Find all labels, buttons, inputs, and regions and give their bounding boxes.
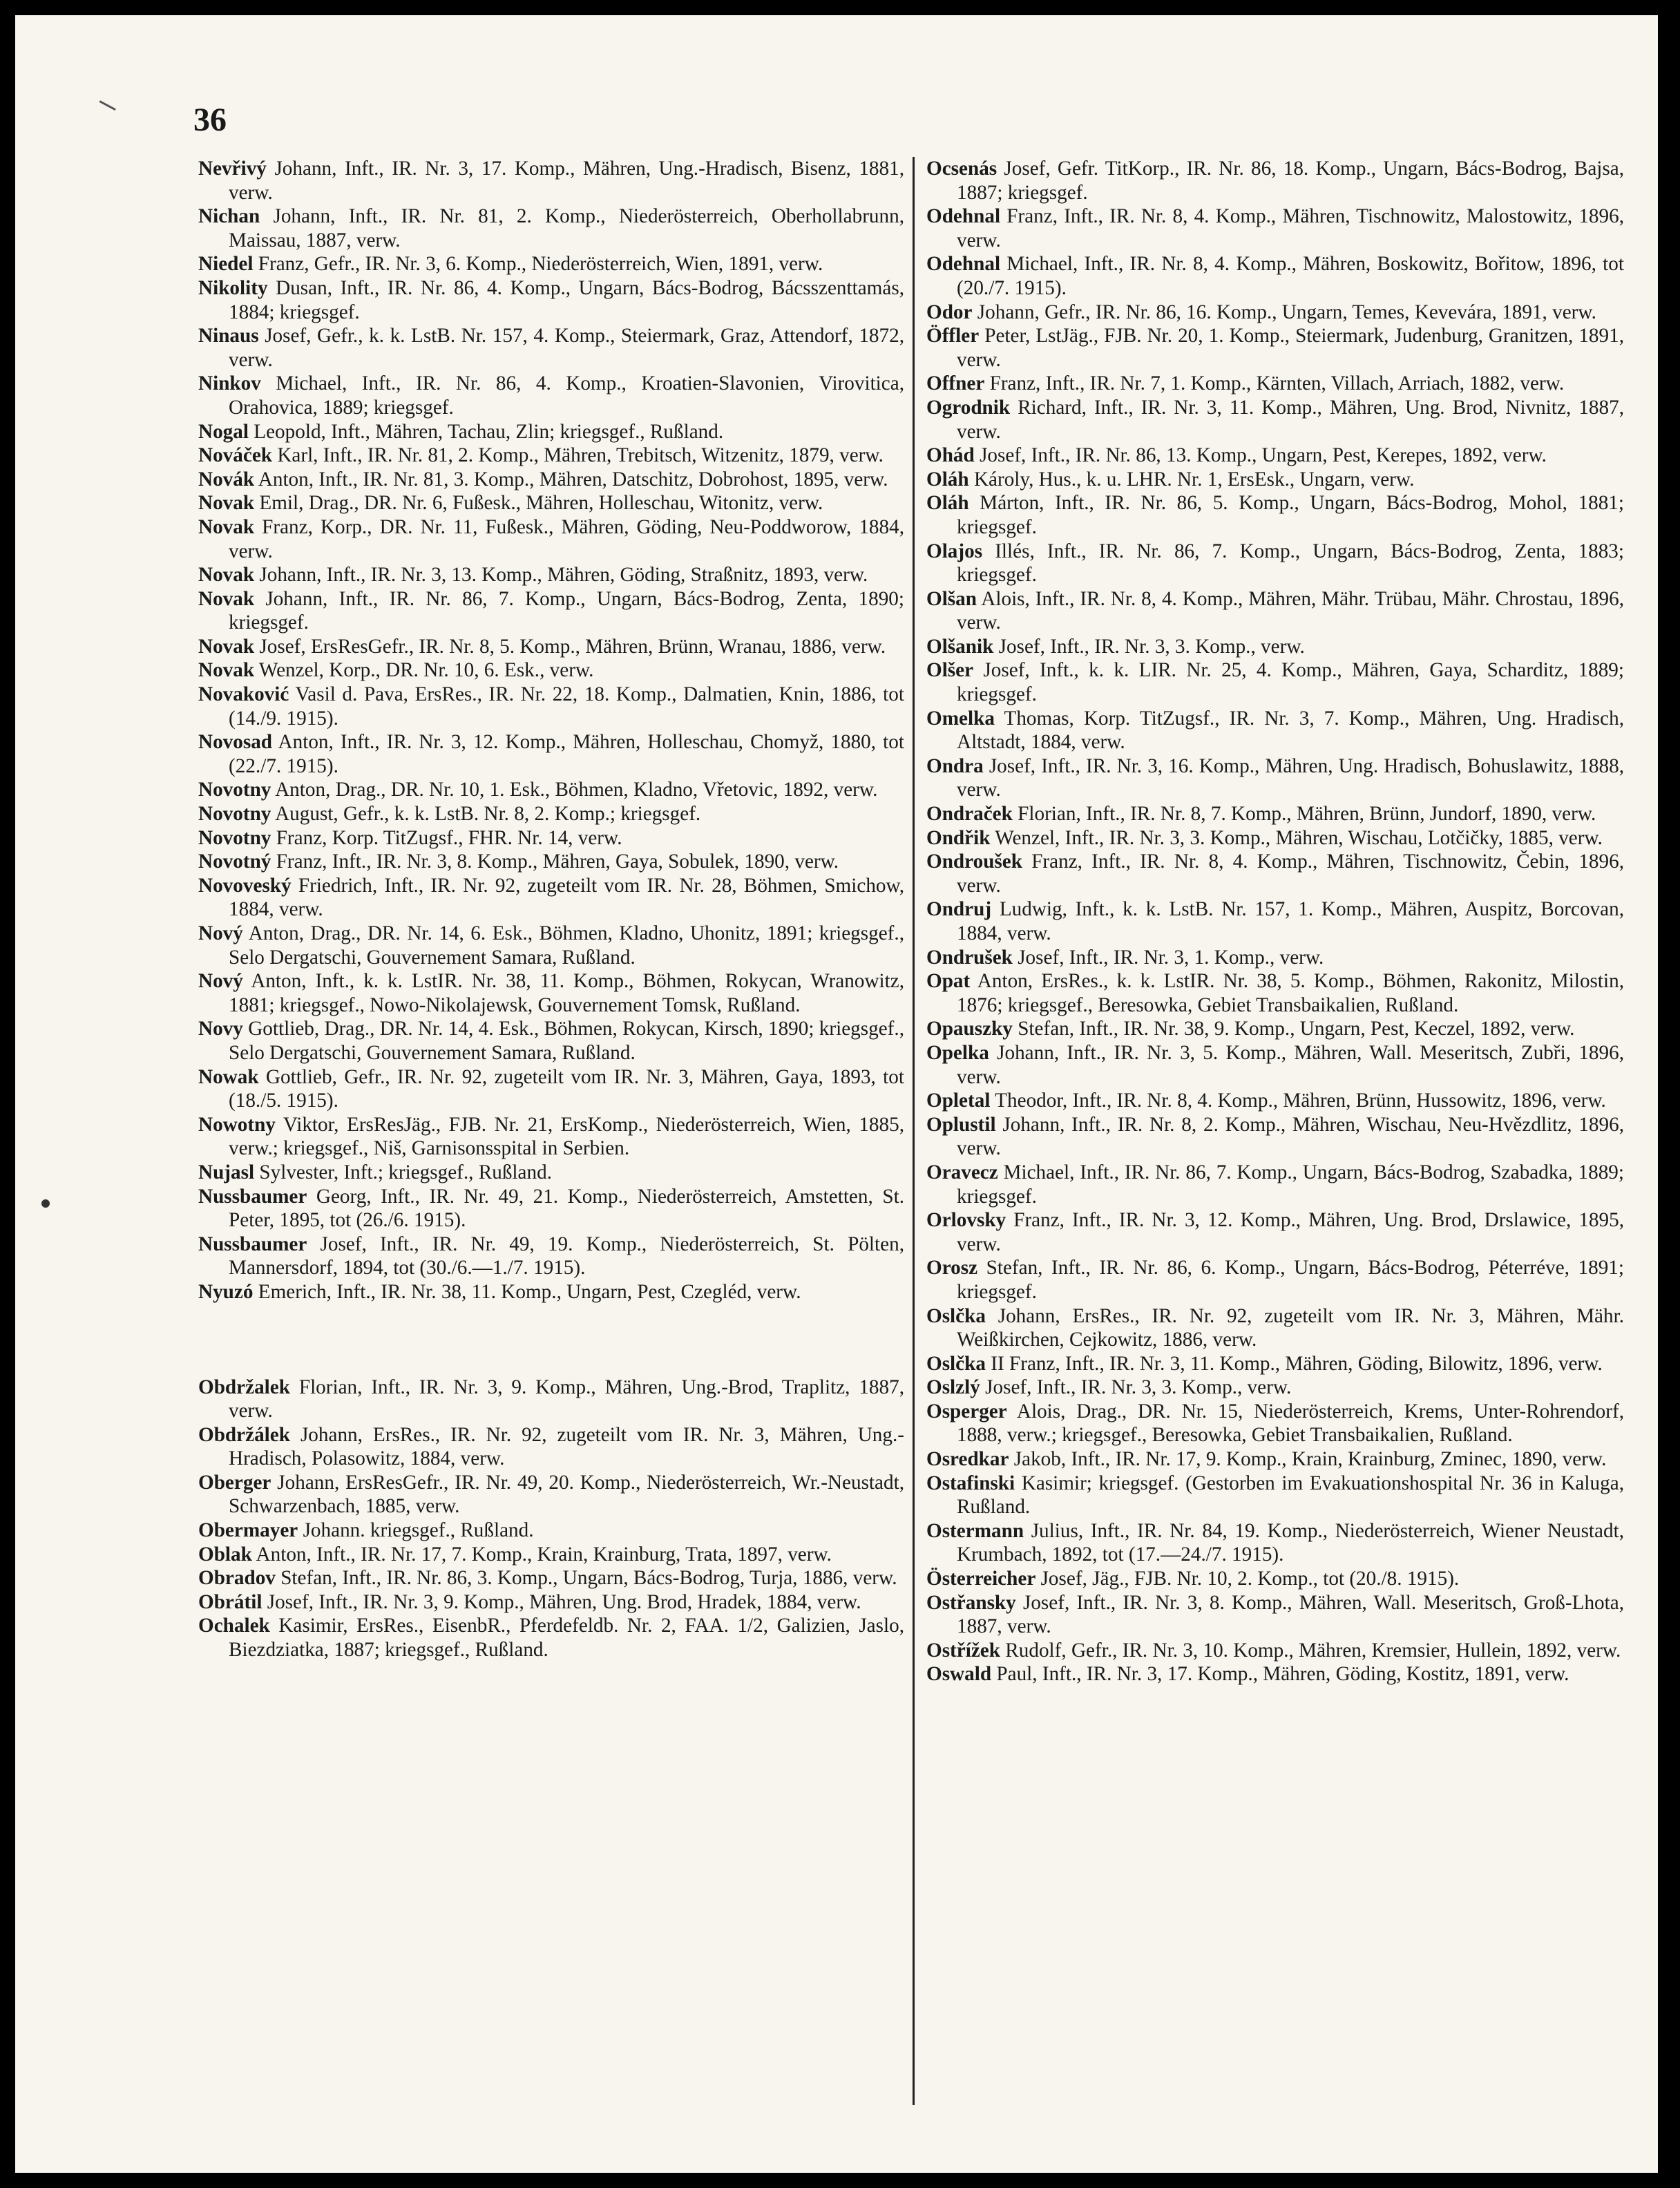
entry-details: Ludwig, Inft., k. k. LstB. Nr. 157, 1. Komp., Mähren, Auspitz, Borcovan, 1884, verw.	[957, 898, 1624, 944]
entry-surname: Olšer	[926, 659, 974, 682]
entry-details: Johann, Inft., IR. Nr. 3, 17. Komp., Mähren, Ung.-Hradisch, Bisenz, 1881, verw.	[229, 158, 904, 204]
entry-surname: Novosad	[198, 731, 273, 754]
entry-surname: Novotny	[198, 779, 271, 801]
column-divider	[913, 157, 915, 2105]
entry-details: Emil, Drag., DR. Nr. 6, Fußesk., Mähren, Holleschau, Witonitz, verw.	[254, 492, 823, 515]
register-entry	[198, 1065, 904, 1113]
entry-details: Anton, Drag., DR. Nr. 14, 6. Esk., Böhmen, Kladno, Uhonitz, 1891; kriegsgef., Selo Dergatschi, Gouvernement Samara, Rußland.	[229, 922, 904, 969]
register-entry	[926, 826, 1624, 850]
register-entry	[198, 1423, 904, 1471]
register-entry	[198, 563, 904, 587]
register-entry	[926, 946, 1624, 970]
register-entry	[926, 1447, 1624, 1472]
entry-details: Georg, Inft., IR. Nr. 49, 21. Komp., Niederösterreich, Amstetten, St. Peter, 1895, tot (26./6. 1915).	[229, 1185, 904, 1232]
register-entry	[198, 874, 904, 922]
page-mark	[93, 100, 116, 123]
register-entry	[198, 635, 904, 659]
register-entry	[198, 515, 904, 563]
register-entry	[198, 1113, 904, 1161]
entry-surname: Nový	[198, 922, 243, 944]
entry-surname: Novaković	[198, 683, 289, 706]
entry-details: Michael, Inft., IR. Nr. 86, 7. Komp., Ungarn, Bács-Bodrog, Szabadka, 1889; kriegsgef.	[957, 1161, 1624, 1208]
register-entry	[198, 1471, 904, 1519]
entry-details: Dusan, Inft., IR. Nr. 86, 4. Komp., Ungarn, Bács-Bodrog, Bácsszenttamás, 1884; kriegsgef.	[229, 276, 904, 323]
entry-details: Wenzel, Inft., IR. Nr. 3, 3. Komp., Mähren, Wischau, Lotčičky, 1885, verw.	[990, 826, 1603, 849]
entry-details: Florian, Inft., IR. Nr. 3, 9. Komp., Mähren, Ung.-Brod, Traplitz, 1887, verw.	[229, 1376, 904, 1423]
register-entry	[926, 1472, 1624, 1519]
entry-details: Johann, Inft., IR. Nr. 8, 2. Komp., Mähren, Wischau, Neu-Hvězdlitz, 1896, verw.	[957, 1113, 1624, 1160]
entry-surname: Orosz	[926, 1257, 978, 1279]
entry-details: Josef, Inft., IR. Nr. 3, 1. Komp., verw.	[1012, 946, 1324, 969]
entry-details: Josef, Inft., IR. Nr. 3, 16. Komp., Mähren, Ung. Hradisch, Bohuslawitz, 1888, verw.	[957, 754, 1624, 801]
entry-surname: Opat	[926, 970, 971, 993]
entry-surname: Ostafinski	[926, 1472, 1015, 1494]
register-entry	[926, 1352, 1624, 1376]
entry-surname: Oravecz	[926, 1161, 998, 1183]
entry-details: Franz, Korp., DR. Nr. 11, Fußesk., Mähren, Göding, Neu-Poddworow, 1884, verw.	[229, 515, 904, 562]
register-entry	[926, 444, 1624, 468]
entry-details: Michael, Inft., IR. Nr. 8, 4. Komp., Mähren, Boskowitz, Bořitow, 1896, tot (20./7. 1915).	[957, 253, 1624, 299]
entry-details: Johann, Inft., IR. Nr. 3, 5. Komp., Mähren, Wall. Meseritsch, Zubři, 1896, verw.	[957, 1041, 1624, 1088]
entry-details: Franz, Korp. TitZugsf., FHR. Nr. 14, verw.	[271, 826, 622, 849]
section-gap	[198, 1304, 904, 1376]
entry-surname: Osperger	[926, 1400, 1007, 1423]
register-entry	[926, 658, 1624, 706]
register-entry	[198, 826, 904, 850]
register-entry	[926, 1256, 1624, 1304]
entry-surname: Olajos	[926, 540, 983, 562]
entry-surname: Novak	[198, 564, 255, 587]
entry-surname: Novak	[198, 635, 255, 658]
register-entry	[198, 204, 904, 252]
right-column	[926, 157, 1624, 1686]
entry-details: Johann, Gefr., IR. Nr. 86, 16. Komp., Ungarn, Temes, Kevevára, 1891, verw.	[972, 301, 1596, 323]
entry-surname: Nogal	[198, 420, 249, 443]
entry-surname: Offner	[926, 372, 985, 395]
register-entry	[198, 1543, 904, 1567]
entry-details: Johann, ErsRes., IR. Nr. 92, zugeteilt vom IR. Nr. 3, Mähren, Mähr. Weißkirchen, Cejkowitz, 1886, verw.	[957, 1304, 1624, 1351]
entry-details: Josef, Inft., IR. Nr. 3, 8. Komp., Mähren, Wall. Meseritsch, Groß-Lhota, 1887, verw.	[957, 1591, 1624, 1638]
entry-details: Josef, Inft., IR. Nr. 3, 3. Komp., verw.	[993, 635, 1305, 658]
entry-details: Illés, Inft., IR. Nr. 86, 7. Komp., Ungarn, Bács-Bodrog, Zenta, 1883; kriegsgef.	[957, 540, 1624, 587]
entry-details: Johann, ErsRes., IR. Nr. 92, zugeteilt vom IR. Nr. 3, Mähren, Ung.-Hradisch, Polasowitz, 1884, verw.	[229, 1423, 904, 1470]
entry-surname: Ostermann	[926, 1519, 1024, 1542]
register-entry	[198, 683, 904, 730]
register-entry	[926, 1662, 1624, 1686]
register-entry	[926, 754, 1624, 802]
register-entry	[198, 468, 904, 492]
entry-details: Stefan, Inft., IR. Nr. 38, 9. Komp., Ungarn, Pest, Keczel, 1892, verw.	[1012, 1018, 1575, 1040]
register-entry	[198, 1280, 904, 1304]
register-entry	[198, 1161, 904, 1185]
entry-surname: Obradov	[198, 1567, 276, 1590]
entry-details: Alois, Inft., IR. Nr. 8, 4. Komp., Mähren, Mähr. Trübau, Mähr. Chrostau, 1896, verw.	[957, 587, 1624, 634]
entry-details: II Franz, Inft., IR. Nr. 3, 11. Komp., Mähren, Göding, Bilowitz, 1896, verw.	[985, 1352, 1603, 1375]
entry-surname: Oslzlý	[926, 1376, 980, 1399]
register-entry	[198, 1590, 904, 1615]
entry-details: Josef, Gefr. TitKorp., IR. Nr. 86, 18. Komp., Ungarn, Bács-Bodrog, Bajsa, 1887; kriegsgef.	[957, 158, 1624, 204]
entry-surname: Ochalek	[198, 1615, 270, 1637]
entry-details: Florian, Inft., IR. Nr. 8, 7. Komp., Mähren, Brünn, Jundorf, 1890, verw.	[1012, 803, 1596, 826]
entry-surname: Oberger	[198, 1471, 271, 1494]
entry-details: Peter, LstJäg., FJB. Nr. 20, 1. Komp., Steiermark, Judenburg, Granitzen, 1891, verw.	[957, 325, 1624, 371]
entry-details: Gottlieb, Gefr., IR. Nr. 92, zugeteilt vom IR. Nr. 3, Mähren, Gaya, 1893, tot (18./5. 1915).	[229, 1065, 904, 1112]
entry-surname: Opelka	[926, 1041, 989, 1064]
register-entry	[926, 1041, 1624, 1089]
register-entry	[198, 850, 904, 874]
entry-surname: Novák	[198, 468, 255, 491]
entry-details: Theodor, Inft., IR. Nr. 8, 4. Komp., Mähren, Brünn, Hussowitz, 1896, verw.	[990, 1090, 1606, 1112]
entry-surname: Ondruj	[926, 898, 992, 921]
entry-details: Anton, Inft., IR. Nr. 3, 12. Komp., Mähren, Holleschau, Chomyž, 1880, tot (22./7. 1915).	[229, 731, 904, 777]
register-entry	[198, 420, 904, 444]
entry-surname: Nyuzó	[198, 1280, 254, 1303]
entry-details: Anton, Inft., IR. Nr. 17, 7. Komp., Krain, Krainburg, Trata, 1897, verw.	[251, 1543, 832, 1566]
entry-details: Johann, ErsResGefr., IR. Nr. 49, 20. Komp., Niederösterreich, Wr.-Neustadt, Schwarzenbach, 1885, verw.	[229, 1471, 904, 1518]
entry-surname: Novotny	[198, 803, 271, 826]
register-entry	[926, 802, 1624, 826]
entry-surname: Opletal	[926, 1090, 991, 1112]
register-entry	[926, 204, 1624, 252]
register-entry	[198, 1185, 904, 1233]
entry-details: Leopold, Inft., Mähren, Tachau, Zlin; kriegsgef., Rußland.	[248, 420, 724, 443]
register-entry	[198, 252, 904, 276]
entry-surname: Nujasl	[198, 1161, 255, 1183]
entry-details: Károly, Hus., k. u. LHR. Nr. 1, ErsEsk., Ungarn, verw.	[968, 468, 1415, 491]
entry-details: Johann. kriegsgef., Rußland.	[298, 1519, 534, 1542]
entry-details: Franz, Inft., IR. Nr. 3, 8. Komp., Mähren, Gaya, Sobulek, 1890, verw.	[271, 850, 839, 873]
entry-details: Paul, Inft., IR. Nr. 3, 17. Komp., Mähren, Göding, Kostitz, 1891, verw.	[991, 1663, 1569, 1686]
entry-surname: Olšanik	[926, 635, 994, 658]
entry-details: Johann, Inft., IR. Nr. 86, 7. Komp., Ungarn, Bács-Bodrog, Zenta, 1890; kriegsgef.	[229, 587, 904, 634]
register-entry	[926, 1376, 1624, 1400]
entry-surname: Obdržálek	[198, 1423, 290, 1446]
register-entry	[926, 301, 1624, 325]
entry-surname: Oswald	[926, 1663, 992, 1686]
register-entry	[926, 540, 1624, 587]
entry-surname: Osredkar	[926, 1448, 1009, 1471]
register-entry	[926, 157, 1624, 204]
entry-details: Josef, Inft., IR. Nr. 49, 19. Komp., Niederösterreich, St. Pölten, Mannersdorf, 1894, tot (30./6.—1./7. 1915).	[229, 1233, 904, 1279]
entry-details: Friedrich, Inft., IR. Nr. 92, zugeteilt vom IR. Nr. 28, Böhmen, Smichow, 1884, verw.	[229, 874, 904, 921]
entry-surname: Ondra	[926, 754, 984, 777]
register-entry	[198, 276, 904, 324]
register-entry	[926, 707, 1624, 754]
register-entry	[198, 372, 904, 419]
entry-details: Rudolf, Gefr., IR. Nr. 3, 10. Komp., Mähren, Kremsier, Hullein, 1892, verw.	[1000, 1639, 1621, 1662]
entry-surname: Nový	[198, 970, 243, 993]
entry-details: Anton, Drag., DR. Nr. 10, 1. Esk., Böhmen, Kladno, Vřetovic, 1892, verw.	[271, 779, 878, 801]
entry-surname: Orlovsky	[926, 1209, 1006, 1232]
register-entry	[198, 658, 904, 683]
entry-surname: Nikolity	[198, 276, 268, 299]
register-entry	[926, 1017, 1624, 1041]
entry-details: Márton, Inft., IR. Nr. 86, 5. Komp., Ungarn, Bács-Bodrog, Mohol, 1881; kriegsgef.	[957, 492, 1624, 538]
register-entry	[198, 969, 904, 1017]
register-entry	[926, 468, 1624, 492]
register-entry	[198, 802, 904, 826]
register-entry	[926, 252, 1624, 300]
entry-surname: Österreicher	[926, 1568, 1036, 1590]
entry-details: Vasil d. Pava, ErsRes., IR. Nr. 22, 18. Komp., Dalmatien, Knin, 1886, tot (14./9. 1915).	[229, 683, 904, 730]
entry-surname: Ohád	[926, 444, 975, 467]
entry-details: Josef, Inft., IR. Nr. 3, 3. Komp., verw.	[980, 1376, 1292, 1399]
entry-details: Alois, Drag., DR. Nr. 15, Niederösterreich, Krems, Unter-Rohrendorf, 1888, verw.; kriegsgef., Beresowka, Gebiet Transbaikalien, Rußland.	[957, 1400, 1624, 1447]
entry-details: Kasimir, ErsRes., EisenbR., Pferdefeldb. Nr. 2, FAA. 1/2, Galizien, Jaslo, Biezdziatka, 1887; kriegsgef., Rußland.	[229, 1615, 904, 1662]
entry-surname: Novak	[198, 492, 255, 515]
entry-details: Julius, Inft., IR. Nr. 84, 19. Komp., Niederösterreich, Wiener Neustadt, Krumbach, 1892, tot (17.—24./7. 1915).	[957, 1519, 1624, 1566]
entry-surname: Novotny	[198, 826, 271, 849]
entry-details: Anton, ErsRes., k. k. LstIR. Nr. 38, 5. Komp., Böhmen, Rakonitz, Milostin, 1876; kriegsgef., Beresowka, Gebiet Transbaikalien, Rußland.	[957, 970, 1624, 1016]
entry-details: Johann, Inft., IR. Nr. 81, 2. Komp., Niederösterreich, Oberhollabrunn, Maissau, 1887, verw.	[229, 205, 904, 251]
register-entry	[198, 1566, 904, 1590]
entry-details: Franz, Inft., IR. Nr. 7, 1. Komp., Kärnten, Villach, Arriach, 1882, verw.	[984, 372, 1565, 395]
margin-dot	[41, 1199, 50, 1208]
entry-surname: Ninaus	[198, 325, 259, 348]
entry-surname: Omelka	[926, 707, 995, 730]
entry-surname: Oláh	[926, 492, 969, 515]
entry-surname: Oslčka	[926, 1304, 986, 1327]
entry-details: Michael, Inft., IR. Nr. 86, 4. Komp., Kroatien-Slavonien, Virovitica, Orahovica, 1889; kriegsgef.	[229, 372, 904, 419]
entry-surname: Opauszky	[926, 1018, 1013, 1040]
entry-details: Thomas, Korp. TitZugsf., IR. Nr. 3, 7. Komp., Mähren, Ung. Hradisch, Altstadt, 1884, verw.	[957, 707, 1624, 754]
register-entry	[198, 778, 904, 802]
register-entry	[198, 491, 904, 515]
entry-details: Gottlieb, Drag., DR. Nr. 14, 4. Esk., Böhmen, Rokycan, Kirsch, 1890; kriegsgef., Selo Dergatschi, Gouvernement Samara, Rußland.	[229, 1018, 904, 1064]
register-entry	[926, 324, 1624, 372]
entry-surname: Niedel	[198, 253, 254, 276]
register-entry	[198, 587, 904, 635]
entry-surname: Nowotny	[198, 1113, 276, 1136]
register-entry	[198, 1017, 904, 1065]
register-entry	[926, 1113, 1624, 1161]
entry-surname: Oláh	[926, 468, 969, 491]
entry-details: August, Gefr., k. k. LstB. Nr. 8, 2. Komp.; kriegsgef.	[271, 803, 701, 826]
entry-surname: Nowak	[198, 1065, 259, 1088]
entry-surname: Öffler	[926, 325, 980, 348]
entry-surname: Ondrušek	[926, 946, 1013, 969]
register-entry	[926, 1208, 1624, 1256]
register-entry	[926, 1567, 1624, 1591]
entry-surname: Nováček	[198, 444, 273, 467]
page-number: 36	[193, 102, 227, 138]
register-entry	[198, 324, 904, 372]
entry-details: Anton, Inft., k. k. LstIR. Nr. 38, 11. Komp., Böhmen, Rokycan, Wranowitz, 1881; kriegsgef., Nowo-Nikolajewsk, Gouvernement Tomsk, Rußland.	[229, 970, 904, 1016]
entry-details: Josef, Gefr., k. k. LstB. Nr. 157, 4. Komp., Steiermark, Graz, Attendorf, 1872, verw.	[229, 325, 904, 371]
register-entry	[198, 1233, 904, 1280]
register-entry	[198, 157, 904, 204]
register-entry	[926, 969, 1624, 1017]
register-entry	[926, 396, 1624, 444]
register-entry	[926, 1519, 1624, 1567]
entry-details: Franz, Inft., IR. Nr. 3, 12. Komp., Mähren, Ung. Brod, Drslawice, 1895, verw.	[957, 1209, 1624, 1255]
entry-details: Stefan, Inft., IR. Nr. 86, 3. Komp., Ungarn, Bács-Bodrog, Turja, 1886, verw.	[275, 1567, 897, 1590]
register-entry	[926, 635, 1624, 659]
register-entry	[926, 1304, 1624, 1352]
register-entry	[198, 730, 904, 778]
entry-surname: Ondroušek	[926, 850, 1022, 873]
entry-details: Franz, Inft., IR. Nr. 8, 4. Komp., Mähren, Tischnowitz, Malostowitz, 1896, verw.	[957, 205, 1624, 251]
entry-surname: Olšan	[926, 587, 977, 610]
entry-details: Johann, Inft., IR. Nr. 3, 13. Komp., Mähren, Göding, Straßnitz, 1893, verw.	[254, 564, 868, 587]
entry-surname: Ostřansky	[926, 1591, 1016, 1614]
register-entry	[198, 1519, 904, 1543]
entry-surname: Novy	[198, 1018, 243, 1040]
register-entry	[926, 1591, 1624, 1639]
register-entry	[198, 1614, 904, 1662]
entry-surname: Odehnal	[926, 205, 1001, 228]
entry-details: Sylvester, Inft.; kriegsgef., Rußland.	[254, 1161, 552, 1183]
entry-surname: Oblak	[198, 1543, 252, 1566]
entry-surname: Oslčka	[926, 1352, 986, 1375]
entry-surname: Ninkov	[198, 372, 261, 395]
entry-surname: Novotný	[198, 850, 271, 873]
entry-surname: Nussbaumer	[198, 1233, 307, 1255]
entry-details: Anton, Inft., IR. Nr. 81, 3. Komp., Mähren, Datschitz, Dobrohost, 1895, verw.	[254, 468, 888, 491]
entry-surname: Obrátil	[198, 1590, 262, 1613]
entry-details: Wenzel, Korp., DR. Nr. 10, 6. Esk., verw.	[254, 659, 594, 682]
entry-surname: Odehnal	[926, 253, 1001, 276]
book-page	[15, 15, 1658, 2173]
register-entry	[198, 444, 904, 468]
entry-details: Franz, Inft., IR. Nr. 8, 4. Komp., Mähren, Tischnowitz, Čebin, 1896, verw.	[957, 850, 1624, 897]
entry-surname: Novoveský	[198, 874, 292, 897]
entry-surname: Ondřik	[926, 826, 991, 849]
entry-surname: Obdržalek	[198, 1376, 290, 1398]
entry-surname: Nichan	[198, 205, 260, 228]
register-entry	[926, 372, 1624, 396]
entry-details: Josef, Jäg., FJB. Nr. 10, 2. Komp., tot (20./8. 1915).	[1035, 1568, 1460, 1590]
register-entry	[926, 1089, 1624, 1113]
register-entry	[926, 1161, 1624, 1208]
entry-details: Stefan, Inft., IR. Nr. 86, 6. Komp., Ungarn, Bács-Bodrog, Péterréve, 1891; kriegsgef.	[957, 1257, 1624, 1303]
entry-surname: Nevřivý	[198, 158, 267, 180]
register-entry	[926, 850, 1624, 897]
entry-surname: Ogrodnik	[926, 396, 1011, 419]
register-entry	[926, 897, 1624, 945]
entry-surname: Obermayer	[198, 1519, 298, 1542]
entry-details: Viktor, ErsResJäg., FJB. Nr. 21, ErsKomp., Niederösterreich, Wien, 1885, verw.; kriegsgef., Niš, Garnisonsspital in Serbien.	[229, 1113, 904, 1160]
entry-details: Karl, Inft., IR. Nr. 81, 2. Komp., Mähren, Trebitsch, Witzenitz, 1879, verw.	[272, 444, 884, 467]
entry-surname: Oplustil	[926, 1113, 996, 1136]
entry-surname: Odor	[926, 301, 973, 323]
register-entry	[198, 922, 904, 969]
register-entry	[926, 587, 1624, 635]
entry-surname: Novak	[198, 587, 255, 610]
entry-surname: Ocsenás	[926, 158, 998, 180]
entry-surname: Novak	[198, 515, 255, 538]
entry-surname: Nussbaumer	[198, 1185, 307, 1208]
entry-surname: Ostřížek	[926, 1639, 1000, 1662]
register-entry	[926, 491, 1624, 539]
entry-details: Josef, Inft., k. k. LIR. Nr. 25, 4. Komp., Mähren, Gaya, Scharditz, 1889; kriegsgef.	[957, 659, 1624, 706]
register-entry	[926, 1639, 1624, 1663]
entry-details: Josef, ErsResGefr., IR. Nr. 8, 5. Komp., Mähren, Brünn, Wranau, 1886, verw.	[254, 635, 886, 658]
entry-details: Josef, Inft., IR. Nr. 3, 9. Komp., Mähren, Ung. Brod, Hradek, 1884, verw.	[262, 1590, 861, 1613]
entry-surname: Ondraček	[926, 803, 1013, 826]
entry-details: Kasimir; kriegsgef. (Gestorben im Evakuationshospital Nr. 36 in Kaluga, Rußland.	[957, 1472, 1624, 1519]
entry-details: Franz, Gefr., IR. Nr. 3, 6. Komp., Niederösterreich, Wien, 1891, verw.	[253, 253, 823, 276]
entry-details: Josef, Inft., IR. Nr. 86, 13. Komp., Ungarn, Pest, Kerepes, 1892, verw.	[974, 444, 1547, 467]
entry-details: Richard, Inft., IR. Nr. 3, 11. Komp., Mähren, Ung. Brod, Nivnitz, 1887, verw.	[957, 396, 1624, 443]
left-column	[198, 157, 904, 1662]
register-entry	[198, 1376, 904, 1423]
entry-details: Jakob, Inft., IR. Nr. 17, 9. Komp., Krain, Krainburg, Zminec, 1890, verw.	[1009, 1448, 1607, 1471]
entry-surname: Novak	[198, 659, 255, 682]
register-entry	[926, 1400, 1624, 1447]
entry-details: Emerich, Inft., IR. Nr. 38, 11. Komp., Ungarn, Pest, Czegléd, verw.	[253, 1280, 801, 1303]
